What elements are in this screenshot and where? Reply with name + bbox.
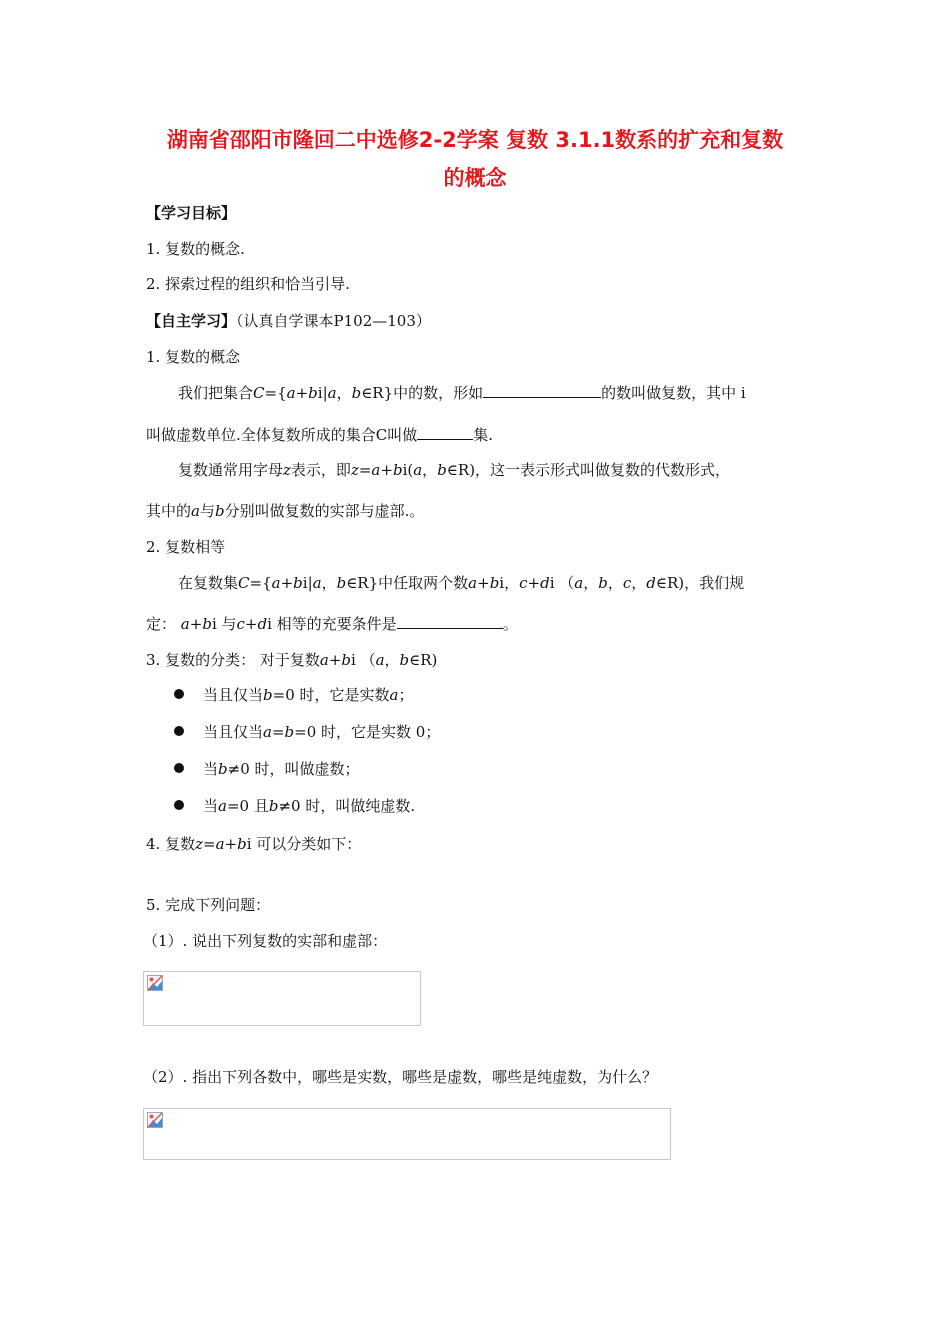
broken-image-icon bbox=[147, 975, 163, 991]
section-2-paragraph-2: 定： a+bi 与c+di 相等的充要条件是 。 bbox=[146, 615, 518, 633]
bullet-icon bbox=[174, 689, 184, 699]
objective-item-1: 1. 复数的概念. bbox=[146, 240, 245, 258]
section-1-paragraph-4: 其中的a与b分别叫做复数的实部与虚部.。 bbox=[146, 502, 425, 520]
answer-blank bbox=[397, 614, 503, 629]
section-3-heading: 3. 复数的分类： 对于复数a+bi （a，b∈R) bbox=[146, 651, 438, 669]
section-1-heading: 1. 复数的概念 bbox=[146, 348, 241, 366]
self-study-note: （认真自学课本P102—103） bbox=[236, 312, 431, 330]
section-5-heading: 5. 完成下列问题： bbox=[146, 896, 271, 914]
answer-blank bbox=[483, 383, 601, 398]
broken-image-icon bbox=[147, 1112, 163, 1128]
classification-item-4: 当a=0 且b≠0 时，叫做纯虚数. bbox=[203, 797, 416, 815]
question-2-image bbox=[143, 1108, 671, 1160]
bullet-icon bbox=[174, 800, 184, 810]
self-study-line bbox=[146, 310, 431, 331]
self-study-heading: 【自主学习】 bbox=[146, 312, 237, 330]
document-title-line1: 湖南省邵阳市隆回二中选修2-2学案 复数 3.1.1数系的扩充和复数 bbox=[166, 128, 784, 152]
objective-item-2: 2. 探索过程的组织和恰当引导. bbox=[146, 275, 350, 293]
section-2-paragraph-1: 在复数集C={a+bi|a，b∈R}中任取两个数a+bi，c+di （a，b，c，d∈R)，我们规 bbox=[178, 574, 745, 592]
section-2-heading: 2. 复数相等 bbox=[146, 538, 226, 556]
classification-item-1: 当且仅当b=0 时，它是实数a； bbox=[203, 686, 414, 704]
question-2: （2）. 指出下列各数中，哪些是实数，哪些是虚数，哪些是纯虚数，为什么？ bbox=[143, 1068, 658, 1086]
question-1: （1）. 说出下列复数的实部和虚部： bbox=[143, 932, 388, 950]
objectives-heading: 【学习目标】 bbox=[146, 204, 237, 222]
document-title-line2: 的概念 bbox=[443, 166, 507, 190]
question-1-image bbox=[143, 971, 421, 1026]
bullet-icon bbox=[174, 726, 184, 736]
answer-blank bbox=[417, 425, 473, 440]
section-4-line: 4. 复数z=a+bi 可以分类如下： bbox=[146, 835, 362, 853]
section-1-paragraph-2: 叫做虚数单位.全体复数所成的集合C叫做 集. bbox=[146, 426, 494, 444]
section-1-paragraph-1: 我们把集合C={a+bi|a，b∈R}中的数，形如 的数叫做复数，其中 i bbox=[178, 384, 746, 402]
classification-item-3: 当b≠0 时，叫做虚数； bbox=[203, 760, 360, 778]
section-1-paragraph-3: 复数通常用字母z表示，即z=a+bi(a，b∈R)，这一表示形式叫做复数的代数形式， bbox=[178, 461, 731, 479]
bullet-icon bbox=[174, 763, 184, 773]
classification-item-2: 当且仅当a=b=0 时，它是实数 0； bbox=[203, 723, 441, 741]
